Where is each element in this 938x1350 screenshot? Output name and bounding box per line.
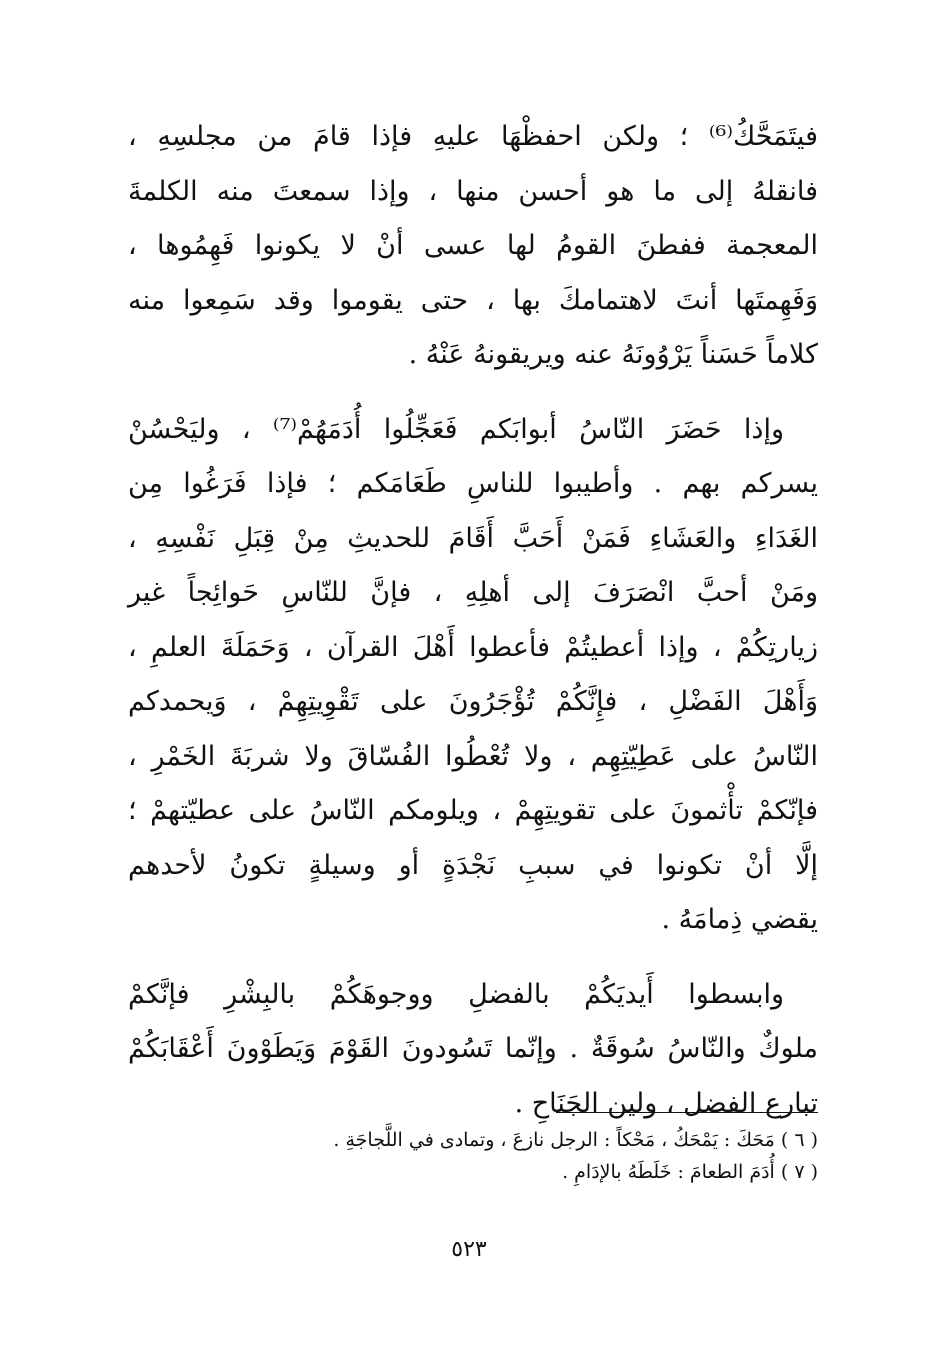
text-line: الغَدَاءِ والعَشَاءِ فَمَنْ أَحَبَّ أَقَامَ للحديثِ مِنْ قِبَلِ نَفْسِهِ ،	[128, 522, 818, 554]
text-line: يسركم بهم . وأطيبوا للناسِ طَعَامَكم ؛ فإذا فَرَغُوا مِن	[128, 468, 818, 499]
text-line: فإنّكمْ تأْثمونَ على تقويتِهِمْ ، ويلومكم النّاسُ على عطيّتهمْ ؛	[128, 795, 818, 826]
text-line: وَفَهِمتَها أنتَ لاهتمامكَ بها ، حتى يقوموا وقد سَمِعوا منه	[128, 284, 818, 316]
text-line: إلَّا أنْ تكونوا في سببِ نَجْدَةٍ أو وسيلةٍ تكونُ لأحدهم	[128, 849, 818, 881]
text-line: زيارتِكُمْ ، وإذا أعطيتُمْ فأعطوا أَهْلَ القرآن ، وَحَمَلَةَ العلمِ ،	[128, 631, 818, 663]
text-line: فانقلهُ إلى ما هو أحسن منها ، وإذا سمعتَ منه الكلمةَ	[128, 175, 818, 207]
text-line: ومَنْ أحبَّ انْصَرَفَ إلى أهلِهِ ، فإنَّ للنّاسِ حَوائِجاً غير	[128, 577, 818, 608]
paragraph-2	[128, 403, 818, 948]
text-line: وإذا حَضَرَ النّاسُ أبوابَكم فَعَجِّلُوا أُدَمَهُمْ⁽⁷⁾ ، وليَحْسُنْ	[128, 413, 784, 445]
text-line: المعجمة ففطنَ القومُ لها عسى أنْ لا يكونوا فَهِمُوها ،	[128, 230, 818, 261]
footnote-7: ( ٧ ) أُدَمَ الطعامَ : خَلَطَهُ بالإدَامِ .	[562, 1161, 818, 1183]
text-line: وابسطوا أَيديَكُمْ بالفضلِ ووجوهَكُمْ بالبِشْرِ فإنَّكمْ	[128, 978, 784, 1010]
body-text	[128, 110, 818, 1151]
text-line: وَأَهْلَ الفَضْلِ ، فإِنَّكُمْ تُؤْجَرُونَ على تَقْوِيتِهِمْ ، وَيحمدكم	[128, 686, 818, 717]
paragraph-1	[128, 110, 818, 383]
text-line: النّاسُ على عَطِيّتِهِم ، ولا تُعْطُوا الفُسّاقَ ولا شربَةَ الخَمْرِ ،	[128, 740, 818, 772]
text-line: ملوكٌ والنّاسُ سُوقَةٌ . وإنّما تَسُودونَ القَوْمَ وَيَطَوْونَ أَعْقَابَكُمْ	[128, 1033, 818, 1064]
footnotes	[200, 1124, 818, 1188]
footnote-divider	[556, 1112, 818, 1113]
text-line: كلاماً حَسَناً يَرْوُونَهُ عنه ويريقونهُ عَنْهُ .	[408, 339, 818, 370]
page-number: ٥٢٣	[451, 1237, 487, 1262]
text-line: فيتَمَحَّكُ⁽⁶⁾ ؛ ولكن احفظْهَا عليهِ فإذا قامَ من مجلسِهِ ،	[128, 121, 818, 152]
text-line: تبارع الفضل ، ولين الجَنَاحِ .	[514, 1087, 818, 1119]
paragraph-3	[128, 968, 818, 1132]
text-line: يقضي ذِمامَهُ .	[661, 904, 818, 935]
footnote-6: ( ٦ ) مَحَكَ : يَمْحَكُ ، مَحْكاً : الرجل نازعَ ، وتمادى في اللَّجاجَةِ .	[333, 1129, 818, 1151]
